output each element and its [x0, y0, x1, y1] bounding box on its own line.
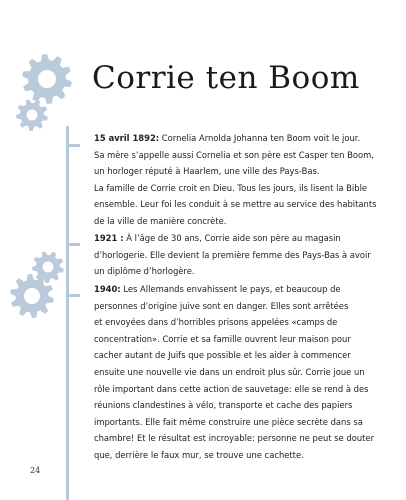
entry-line [94, 130, 394, 147]
entry-line: La famille de Corrie croit en Dieu. Tous les jours, ils lisent la Bible [94, 182, 368, 193]
gear-icon [15, 98, 49, 132]
entry-line: d’horlogerie. Elle devient la première femme des Pays-Bas à avoir [94, 249, 371, 260]
gear-shape [10, 274, 54, 318]
entry-line: un horloger réputé à Haarlem, une ville des Pays-Bas. [94, 166, 320, 177]
gear-shape [16, 99, 48, 131]
entry-text: À l’âge de 30 ans, Corrie aide son père au magasin [123, 233, 341, 243]
entry-line: rôle important dans cette action de sauvetage: elle se rend à des [94, 383, 369, 394]
entry-line: ensemble. Leur foi les conduit à se mettre au service des habitants [94, 199, 377, 210]
page-number: 24 [30, 466, 41, 475]
timeline-entry-1892 [94, 130, 394, 230]
timeline-line [66, 126, 69, 500]
entry-line: Sa mère s’appelle aussi Cornelia et son père est Casper ten Boom, [94, 149, 374, 160]
timeline-entry-1940 [94, 281, 394, 464]
entry-line: personnes d’origine juive sont en danger. Elles sont arrêtées [94, 300, 349, 311]
entry-line: importants. Elle fait même construire une pièce secrète dans sa [94, 416, 363, 427]
entry-line: ensuite une nouvelle vie dans un endroit plus sûr. Corrie joue un [94, 366, 365, 377]
entry-text: Cornelia Arnolda Johanna ten Boom voit le jour. [159, 133, 361, 143]
entry-text: Les Allemands envahissent le pays, et beaucoup de [120, 284, 341, 294]
entry-line: un diplôme d’horlogère. [94, 266, 195, 277]
entry-line [94, 281, 394, 298]
entry-line: que, derrière le faux mur, se trouve une cachette. [94, 449, 304, 460]
timeline-tick [66, 243, 80, 246]
timeline-tick [66, 294, 80, 297]
entry-line: chambre! Et le résultat est incroyable: personne ne peut se douter [94, 433, 375, 444]
entry-line: cacher autant de Juifs que possible et les aider à commencer [94, 350, 351, 361]
timeline-entry-1921 [94, 230, 394, 280]
entry-date: 15 avril 1892: [94, 133, 160, 143]
gear-shape [22, 54, 72, 104]
entry-date: 1921 : [94, 233, 124, 243]
entry-line: de la ville de manière concrète. [94, 215, 227, 226]
gear-icon [9, 273, 55, 319]
entry-line [94, 230, 394, 247]
entry-line: concentration». Corrie et sa famille ouvrent leur maison pour [94, 333, 351, 344]
timeline-tick [66, 144, 80, 147]
entry-date: 1940: [94, 284, 121, 294]
entry-line: réunions clandestines à vélo, transporte et cache des papiers [94, 400, 353, 411]
entry-line: et envoyées dans d’horribles prisons appelées «camps de [94, 317, 338, 328]
page-title: Corrie ten Boom [92, 60, 360, 96]
